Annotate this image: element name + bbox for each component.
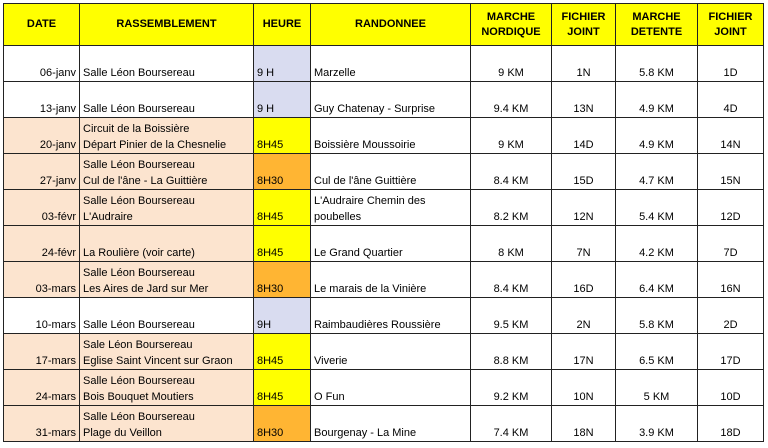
marche-detente-cell: [616, 406, 698, 442]
rassemblement-line: Salle Léon Boursereau: [83, 319, 195, 331]
table-row: [4, 154, 764, 190]
table-row: [4, 190, 764, 226]
randonnee-line: Bourgenay - La Mine: [314, 427, 417, 439]
marche-nordique-value: 8.4 KM: [493, 283, 529, 295]
marche-nordique-value: 9 KM: [498, 139, 524, 151]
header-row: [4, 4, 764, 46]
fichier-joint-nordique-cell: [552, 118, 616, 154]
marche-detente-cell: [616, 118, 698, 154]
date-value: 24-févr: [41, 247, 76, 259]
rassemblement-line: Salle Léon Boursereau: [83, 67, 195, 79]
fichier-joint-detente-cell: [698, 154, 764, 190]
randonnee-line: poubelles: [314, 211, 362, 223]
date-value: 03-févr: [41, 211, 76, 223]
fichier-joint-detente-value: 4D: [723, 103, 738, 115]
heure-value: 8H30: [257, 427, 284, 439]
fichier-joint-nordique-value: 10N: [573, 391, 594, 403]
rassemblement-line: Les Aires de Jard sur Mer: [83, 283, 209, 295]
rassemblement-line: Départ Pinier de la Chesnelie: [83, 139, 227, 151]
marche-detente-value: 5.8 KM: [639, 319, 674, 331]
fichier-joint-detente-value: 16N: [720, 283, 741, 295]
randonnee-cell: [311, 298, 471, 334]
rassemblement-cell: [80, 82, 254, 118]
date-value: 27-janv: [39, 175, 76, 187]
marche-detente-value: 3.9 KM: [639, 427, 674, 439]
fichier-joint-detente-cell: [698, 370, 764, 406]
fichier-joint-detente-value: 14N: [720, 139, 741, 151]
fichier-joint-detente-cell: [698, 226, 764, 262]
rassemblement-line: Circuit de la Boissière: [83, 123, 190, 135]
rassemblement-line: Salle Léon Boursereau: [83, 103, 195, 115]
marche-nordique-cell: [471, 370, 552, 406]
marche-detente-cell: [616, 370, 698, 406]
rassemblement-line: L'Audraire: [83, 211, 133, 223]
marche-nordique-cell: [471, 298, 552, 334]
rassemblement-cell: [80, 406, 254, 442]
table-row: [4, 334, 764, 370]
heure-cell: [254, 226, 311, 262]
date-cell: [4, 334, 80, 370]
marche-detente-value: 4.9 KM: [639, 103, 674, 115]
fichier-joint-detente-cell: [698, 406, 764, 442]
fichier-joint-detente-cell: [698, 46, 764, 82]
randonnee-cell: [311, 82, 471, 118]
randonnee-line: Guy Chatenay - Surprise: [314, 103, 436, 115]
date-cell: [4, 370, 80, 406]
heure-value: 8H45: [257, 211, 284, 223]
schedule-table: [3, 3, 764, 442]
heure-cell: [254, 190, 311, 226]
rassemblement-cell: [80, 298, 254, 334]
date-value: 03-mars: [35, 283, 76, 295]
table-row: [4, 118, 764, 154]
fichier-joint-nordique-value: 15D: [573, 175, 594, 187]
heure-value: 8H45: [257, 391, 284, 403]
fichier-joint-detente-cell: [698, 118, 764, 154]
date-cell: [4, 82, 80, 118]
marche-nordique-value: 9.2 KM: [493, 391, 529, 403]
table-row: [4, 298, 764, 334]
marche-nordique-value: 9.4 KM: [493, 103, 529, 115]
date-cell: [4, 46, 80, 82]
date-cell: [4, 298, 80, 334]
randonnee-line: Le marais de la Vinière: [314, 283, 427, 295]
rassemblement-cell: [80, 370, 254, 406]
header-rassemblement: RASSEMBLEMENT: [80, 4, 254, 46]
marche-nordique-cell: [471, 406, 552, 442]
randonnee-cell: [311, 46, 471, 82]
table-row: [4, 226, 764, 262]
fichier-joint-nordique-cell: [552, 154, 616, 190]
rassemblement-line: Cul de l'âne - La Guittière: [83, 175, 208, 187]
fichier-joint-nordique-cell: [552, 46, 616, 82]
randonnee-line: Viverie: [314, 355, 348, 367]
marche-detente-value: 6.4 KM: [639, 283, 674, 295]
randonnee-cell: [311, 334, 471, 370]
marche-detente-value: 6.5 KM: [639, 355, 674, 367]
heure-cell: [254, 370, 311, 406]
marche-detente-value: 5.4 KM: [639, 211, 674, 223]
date-cell: [4, 406, 80, 442]
heure-value: 9H: [257, 319, 272, 331]
rassemblement-line: Sale Léon Boursereau: [83, 339, 193, 351]
marche-nordique-cell: [471, 154, 552, 190]
randonnee-line: Marzelle: [314, 67, 356, 79]
fichier-joint-detente-value: 7D: [723, 247, 738, 259]
fichier-joint-nordique-cell: [552, 370, 616, 406]
heure-value: 8H45: [257, 247, 284, 259]
fichier-joint-detente-value: 17D: [720, 355, 741, 367]
fichier-joint-detente-value: 10D: [720, 391, 741, 403]
table-row: [4, 406, 764, 442]
header-randonnee: RANDONNEE: [311, 4, 471, 46]
marche-nordique-value: 8 KM: [498, 247, 524, 259]
marche-detente-cell: [616, 82, 698, 118]
fichier-joint-detente-value: 2D: [723, 319, 738, 331]
marche-detente-cell: [616, 226, 698, 262]
date-cell: [4, 262, 80, 298]
randonnee-cell: [311, 406, 471, 442]
marche-nordique-value: 9 KM: [498, 67, 524, 79]
rassemblement-line: Eglise Saint Vincent sur Graon: [83, 355, 233, 367]
marche-detente-value: 5 KM: [643, 391, 670, 403]
fichier-joint-detente-cell: [698, 334, 764, 370]
header-heure: HEURE: [254, 4, 311, 46]
date-cell: [4, 226, 80, 262]
marche-nordique-value: 8.4 KM: [493, 175, 529, 187]
marche-nordique-value: 7.4 KM: [493, 427, 529, 439]
randonnee-cell: [311, 118, 471, 154]
marche-detente-value: 4.7 KM: [639, 175, 674, 187]
fichier-joint-nordique-cell: [552, 406, 616, 442]
rassemblement-cell: [80, 226, 254, 262]
marche-detente-cell: [616, 262, 698, 298]
fichier-joint-nordique-value: 12N: [573, 211, 594, 223]
date-value: 24-mars: [35, 391, 76, 403]
table-row: [4, 82, 764, 118]
heure-cell: [254, 154, 311, 190]
heure-value: 8H30: [257, 283, 284, 295]
randonnee-cell: [311, 262, 471, 298]
marche-nordique-cell: [471, 118, 552, 154]
rassemblement-cell: [80, 190, 254, 226]
marche-detente-cell: [616, 190, 698, 226]
randonnee-cell: [311, 226, 471, 262]
marche-nordique-cell: [471, 190, 552, 226]
marche-detente-cell: [616, 154, 698, 190]
fichier-joint-detente-cell: [698, 298, 764, 334]
rassemblement-line: Salle Léon Boursereau: [83, 267, 195, 279]
rassemblement-cell: [80, 154, 254, 190]
fichier-joint-nordique-value: 14D: [573, 139, 594, 151]
marche-nordique-cell: [471, 262, 552, 298]
table-row: [4, 46, 764, 82]
randonnee-line: Raimbaudières Roussière: [314, 319, 441, 331]
header-date: DATE: [4, 4, 80, 46]
marche-detente-cell: [616, 298, 698, 334]
rassemblement-line: Salle Léon Boursereau: [83, 375, 195, 387]
rassemblement-line: Salle Léon Boursereau: [83, 411, 195, 423]
marche-detente-cell: [616, 334, 698, 370]
heure-value: 8H45: [257, 355, 284, 367]
marche-detente-value: 4.9 KM: [639, 139, 674, 151]
fichier-joint-nordique-value: 17N: [573, 355, 594, 367]
fichier-joint-detente-value: 15N: [720, 175, 741, 187]
randonnee-line: O Fun: [314, 391, 345, 403]
date-value: 06-janv: [39, 67, 76, 79]
rassemblement-cell: [80, 262, 254, 298]
marche-detente-cell: [616, 46, 698, 82]
marche-detente-value: 5.8 KM: [639, 67, 674, 79]
date-value: 10-mars: [35, 319, 76, 331]
fichier-joint-nordique-cell: [552, 262, 616, 298]
fichier-joint-detente-value: 18D: [720, 427, 741, 439]
date-value: 31-mars: [35, 427, 76, 439]
marche-nordique-cell: [471, 82, 552, 118]
fichier-joint-nordique-value: 18N: [573, 427, 594, 439]
table-body: [4, 46, 764, 442]
marche-nordique-cell: [471, 46, 552, 82]
randonnee-line: L'Audraire Chemin des: [314, 195, 426, 207]
fichier-joint-detente-cell: [698, 262, 764, 298]
date-cell: [4, 190, 80, 226]
rassemblement-cell: [80, 334, 254, 370]
fichier-joint-detente-value: 12D: [720, 211, 741, 223]
heure-cell: [254, 298, 311, 334]
fichier-joint-nordique-value: 2N: [576, 319, 591, 331]
header-fichier-joint-detente: FICHIER JOINT: [698, 4, 764, 46]
marche-nordique-cell: [471, 226, 552, 262]
rassemblement-line: Bois Bouquet Moutiers: [83, 391, 194, 403]
date-value: 20-janv: [39, 139, 76, 151]
heure-cell: [254, 46, 311, 82]
table-row: [4, 262, 764, 298]
randonnee-line: Boissière Moussoirie: [314, 139, 416, 151]
marche-nordique-value: 8.2 KM: [493, 211, 529, 223]
rassemblement-line: Plage du Veillon: [83, 427, 162, 439]
fichier-joint-nordique-value: 7N: [576, 247, 591, 259]
heure-cell: [254, 82, 311, 118]
header-marche-detente: MARCHE DETENTE: [616, 4, 698, 46]
heure-value: 8H30: [257, 175, 284, 187]
marche-detente-value: 4.2 KM: [639, 247, 674, 259]
header-fichier-joint-nordique: FICHIER JOINT: [552, 4, 616, 46]
fichier-joint-nordique-cell: [552, 298, 616, 334]
heure-value: 9 H: [257, 103, 275, 115]
randonnee-line: Le Grand Quartier: [314, 247, 403, 259]
date-cell: [4, 118, 80, 154]
fichier-joint-detente-cell: [698, 190, 764, 226]
marche-nordique-cell: [471, 334, 552, 370]
heure-value: 9 H: [257, 67, 275, 79]
fichier-joint-nordique-cell: [552, 82, 616, 118]
fichier-joint-nordique-cell: [552, 190, 616, 226]
fichier-joint-nordique-cell: [552, 226, 616, 262]
marche-nordique-value: 9.5 KM: [493, 319, 529, 331]
randonnee-line: Cul de l'âne Guittière: [314, 175, 417, 187]
rassemblement-line: Salle Léon Boursereau: [83, 159, 195, 171]
fichier-joint-nordique-value: 16D: [573, 283, 594, 295]
heure-cell: [254, 406, 311, 442]
fichier-joint-nordique-value: 1N: [576, 67, 591, 79]
header-marche-nordique: MARCHE NORDIQUE: [471, 4, 552, 46]
heure-cell: [254, 334, 311, 370]
rassemblement-line: La Roulière (voir carte): [83, 247, 195, 259]
fichier-joint-nordique-value: 13N: [573, 103, 594, 115]
fichier-joint-nordique-cell: [552, 334, 616, 370]
marche-nordique-value: 8.8 KM: [493, 355, 529, 367]
date-value: 17-mars: [35, 355, 76, 367]
heure-cell: [254, 118, 311, 154]
heure-value: 8H45: [257, 139, 284, 151]
fichier-joint-detente-value: 1D: [723, 67, 738, 79]
randonnee-cell: [311, 190, 471, 226]
heure-cell: [254, 262, 311, 298]
fichier-joint-detente-cell: [698, 82, 764, 118]
date-value: 13-janv: [39, 103, 76, 115]
rassemblement-cell: [80, 118, 254, 154]
rassemblement-cell: [80, 46, 254, 82]
randonnee-cell: [311, 370, 471, 406]
table-row: [4, 370, 764, 406]
rassemblement-line: Salle Léon Boursereau: [83, 195, 195, 207]
date-cell: [4, 154, 80, 190]
randonnee-cell: [311, 154, 471, 190]
